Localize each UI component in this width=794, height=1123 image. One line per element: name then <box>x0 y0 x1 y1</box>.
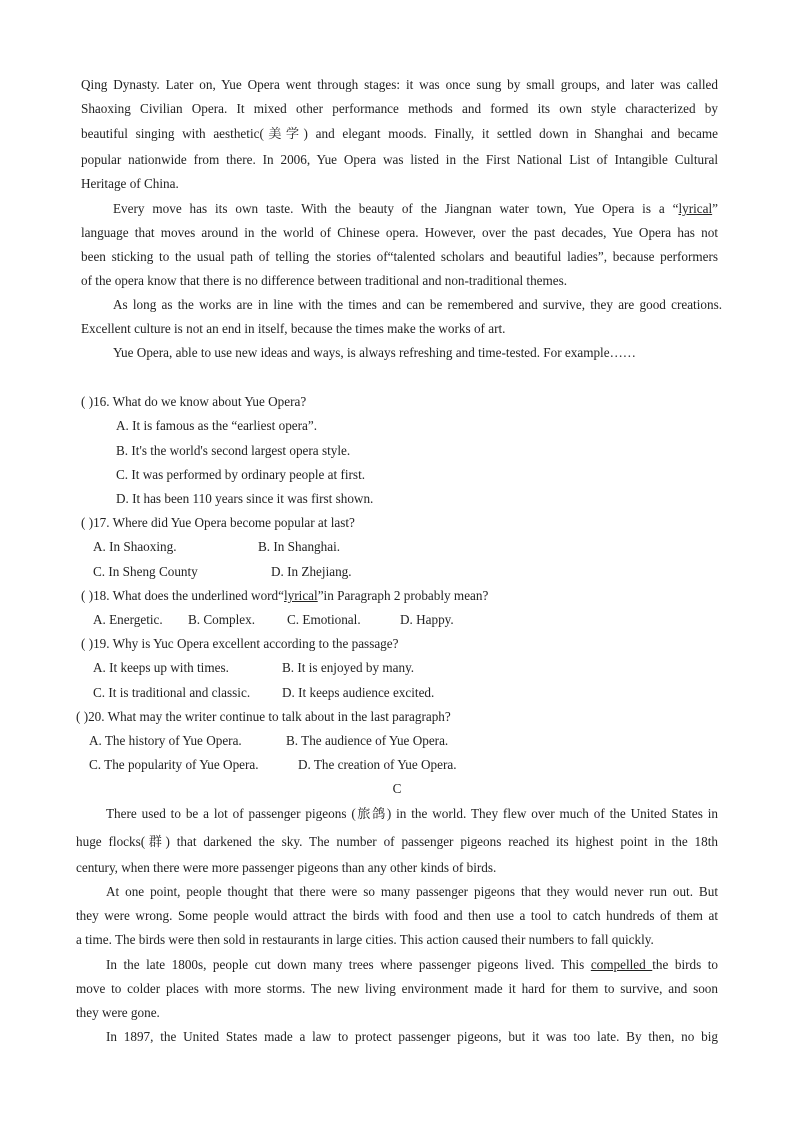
answer-option: C. In Sheng County <box>93 564 198 579</box>
answer-option: B. It's the world's second largest opera style. <box>116 443 351 458</box>
question-stem: ( )17. Where did Yue Opera become popular at last? <box>81 515 355 530</box>
answer-option: C. Emotional. <box>287 612 361 627</box>
text-span: ” <box>712 201 718 216</box>
text-line: As long as the works are in line with the times and can be remembered and survive, they are good creations. <box>113 297 722 312</box>
underlined-word: lyrical <box>678 201 713 216</box>
answer-option: A. In Shaoxing. <box>93 539 177 554</box>
section-heading: C <box>392 781 402 796</box>
text-span: Every move has its own taste. With the beauty of the Jiangnan water town, Yue Opera is a “ <box>113 201 679 216</box>
text-line: Excellent culture is not an end in itself, because the times make the works of art. <box>81 321 506 336</box>
answer-option: A. It is famous as the “earliest opera”. <box>116 418 318 433</box>
answer-option: B. In Shanghai. <box>258 539 341 554</box>
underlined-word: compelled <box>590 957 653 972</box>
text-line: of the opera know that there is no difference between traditional and non-traditional themes. <box>81 273 568 288</box>
text-line: Qing Dynasty. Later on, Yue Opera went through stages: it was once sung by small groups, and later was called <box>81 77 718 92</box>
text-line: they were wrong. Some people would attract the birds with food and then use a tool to catch hundreds of them at <box>76 908 718 923</box>
text-line: There used to be a lot of passenger pigeons (旅鸽) in the world. They flew over much of the United States in <box>106 806 718 821</box>
text-line <box>113 201 718 217</box>
answer-option: C. It is traditional and classic. <box>93 685 251 700</box>
text-line: Yue Opera, able to use new ideas and ways, is always refreshing and time-tested. For example…… <box>113 345 636 360</box>
text-line <box>106 957 718 973</box>
question-stem: ( )16. What do we know about Yue Opera? <box>81 394 307 409</box>
text-line: been sticking to the usual path of telling the stories of“talented scholars and beautiful ladies”, because performers <box>81 249 718 264</box>
text-span: ( )18. What does the underlined word“ <box>81 588 285 603</box>
answer-option: B. Complex. <box>188 612 256 627</box>
answer-option: D. In Zhejiang. <box>271 564 352 579</box>
answer-option: A. Energetic. <box>93 612 163 627</box>
answer-option: D. The creation of Yue Opera. <box>298 757 457 772</box>
text-span: In the late 1800s, people cut down many trees where passenger pigeons lived. This <box>106 957 591 972</box>
text-span: ”in Paragraph 2 probably mean? <box>317 588 489 603</box>
text-line: Shaoxing Civilian Opera. It mixed other performance methods and formed its own style characterized by <box>81 101 718 116</box>
text-line: beautiful singing with aesthetic(美学) and elegant moods. Finally, it settled down in Shanghai and became <box>81 126 718 141</box>
text-span: the birds to <box>652 957 718 972</box>
text-line: century, when there were more passenger pigeons than any other kinds of birds. <box>76 860 497 875</box>
text-line: they were gone. <box>76 1005 160 1020</box>
answer-option: B. The audience of Yue Opera. <box>286 733 449 748</box>
answer-option: D. It has been 110 years since it was first shown. <box>116 491 374 506</box>
answer-option: A. The history of Yue Opera. <box>89 733 242 748</box>
text-line: move to colder places with more storms. The new living environment made it hard for them to survive, and soon <box>76 981 718 996</box>
underlined-word: lyrical <box>284 588 318 603</box>
text-line: popular nationwide from there. In 2006, Yue Opera was listed in the First National List of Intangible Cultural <box>81 152 718 167</box>
text-line: huge flocks(群) that darkened the sky. The number of passenger pigeons reached its highest point in the 18th <box>76 834 718 849</box>
answer-option: D. It keeps audience excited. <box>282 685 435 700</box>
answer-option: B. It is enjoyed by many. <box>282 660 415 675</box>
text-line: In 1897, the United States made a law to protect passenger pigeons, but it was too late. By then, no big <box>106 1029 718 1044</box>
text-line: At one point, people thought that there were so many passenger pigeons that they would never run out. But <box>106 884 718 899</box>
question-stem: ( )19. Why is Yuc Opera excellent according to the passage? <box>81 636 399 651</box>
text-line: a time. The birds were then sold in restaurants in large cities. This action caused their numbers to fall quickly. <box>76 932 654 947</box>
question-stem: ( )20. What may the writer continue to talk about in the last paragraph? <box>76 709 451 724</box>
text-line: Heritage of China. <box>81 176 179 191</box>
question-stem <box>81 588 488 604</box>
answer-option: A. It keeps up with times. <box>93 660 229 675</box>
text-line: language that moves around in the world of Chinese opera. However, over the past decades, Yue Opera has not <box>81 225 718 240</box>
answer-option: C. It was performed by ordinary people at first. <box>116 467 366 482</box>
answer-option: D. Happy. <box>400 612 454 627</box>
answer-option: C. The popularity of Yue Opera. <box>89 757 259 772</box>
